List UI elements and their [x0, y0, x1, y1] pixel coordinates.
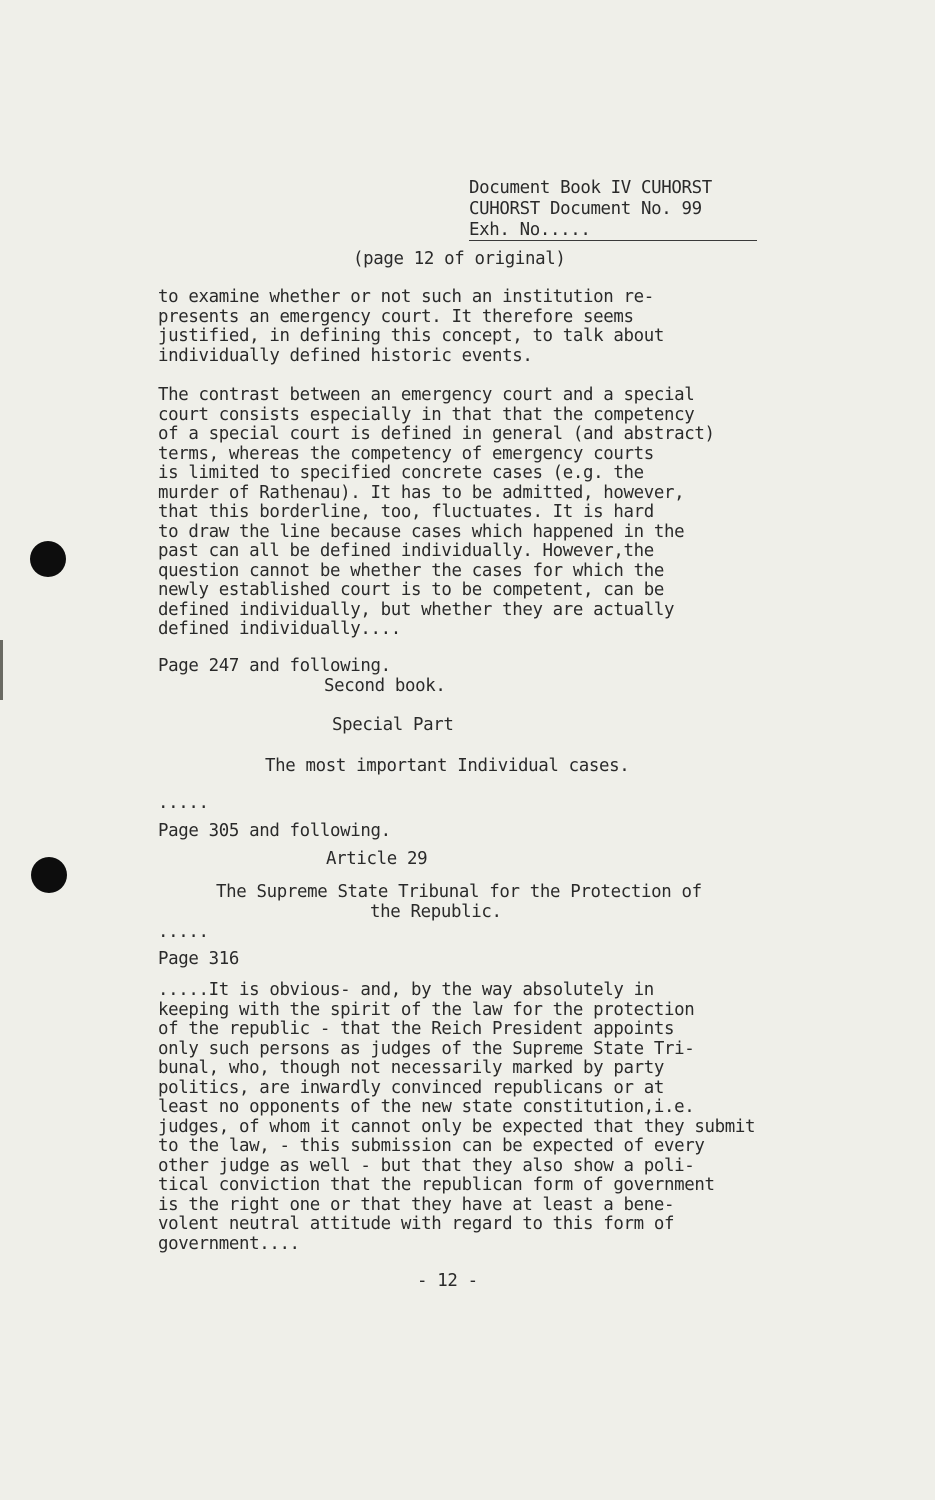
paragraph-line: tical conviction that the republican form of government	[158, 1175, 715, 1195]
ellipsis-separator-2: .....	[158, 922, 209, 942]
paragraph-line: of a special court is defined in general (and abstract)	[158, 424, 715, 444]
page-of-original: (page 12 of original)	[353, 249, 566, 269]
paragraph-line: terms, whereas the competency of emergency courts	[158, 443, 654, 464]
page-edge-mark	[0, 640, 3, 700]
paragraph-line: government....	[158, 1233, 300, 1254]
paragraph-line: .....It is obvious- and, by the way absolutely in	[158, 980, 654, 1000]
section2-article-title: Article 29	[326, 849, 428, 869]
paragraph-line: of the republic - that the Reich President appoints	[158, 1019, 675, 1039]
paragraph-line: presents an emergency court. It therefore seems	[158, 306, 634, 327]
section1-page-reference: Page 247 and following.	[158, 656, 391, 676]
paragraph-line: only such persons as judges of the Supreme State Tri-	[158, 1038, 695, 1059]
paragraph-line: least no opponents of the new state constitution,i.e.	[158, 1097, 695, 1117]
header-document-book: Document Book IV CUHORST	[469, 178, 712, 198]
section1-part-title: Special Part	[332, 715, 454, 735]
paragraph-line: to examine whether or not such an institution re-	[158, 287, 654, 307]
paragraph-line: defined individually....	[158, 619, 401, 639]
paragraph-line: past can all be defined individually. However,the	[158, 541, 654, 561]
paragraph-line: defined individually, but whether they are actually	[158, 599, 675, 620]
paragraph-line: question cannot be whether the cases for which the	[158, 560, 665, 581]
paragraph-line: that this borderline, too, fluctuates. It is hard	[158, 502, 654, 522]
section2-title-line1: The Supreme State Tribunal for the Protection of	[216, 882, 702, 902]
paragraph-1	[158, 288, 878, 366]
header-exhibit-number: Exh. No.....	[469, 220, 591, 240]
paragraph-3	[158, 981, 878, 1254]
paragraph-line: keeping with the spirit of the law for the protection	[158, 999, 695, 1020]
paragraph-line: is limited to specified concrete cases (e.g. the	[158, 463, 644, 483]
document-header	[469, 178, 759, 241]
paragraph-line: to the law, - this submission can be expected of every	[158, 1136, 705, 1156]
section1-book-title: Second book.	[324, 676, 446, 696]
paragraph-line: judges, of whom it cannot only be expected that they submit	[158, 1116, 756, 1137]
paragraph-2	[158, 386, 878, 640]
paragraph-line: to draw the line because cases which happened in the	[158, 521, 685, 542]
paragraph-line: politics, are inwardly convinced republicans or at	[158, 1077, 665, 1098]
section2-title-line2: the Republic.	[370, 902, 502, 922]
paragraph-line: justified, in defining this concept, to talk about	[158, 326, 665, 346]
ellipsis-separator-1: .....	[158, 793, 209, 813]
paragraph-line: volent neutral attitude with regard to this form of	[158, 1214, 675, 1234]
paragraph-line: newly established court is to be competent, can be	[158, 580, 665, 600]
section2-page-reference: Page 305 and following.	[158, 821, 391, 841]
punch-hole-bottom	[31, 857, 67, 893]
section1-heading: The most important Individual cases.	[265, 756, 630, 776]
header-document-number: CUHORST Document No. 99	[469, 199, 702, 219]
punch-hole-top	[30, 541, 66, 577]
paragraph-line: bunal, who, though not necessarily marked by party	[158, 1058, 665, 1078]
paragraph-line: individually defined historic events.	[158, 345, 533, 366]
section3-page-reference: Page 316	[158, 949, 239, 969]
header-underline	[469, 240, 757, 241]
paragraph-line: other judge as well - but that they also show a poli-	[158, 1155, 695, 1176]
paragraph-line: is the right one or that they have at least a bene-	[158, 1194, 675, 1215]
paragraph-line: The contrast between an emergency court and a special	[158, 385, 695, 405]
paragraph-line: murder of Rathenau). It has to be admitted, however,	[158, 482, 685, 503]
paragraph-line: court consists especially in that that the competency	[158, 404, 695, 425]
page-number: - 12 -	[417, 1271, 478, 1291]
